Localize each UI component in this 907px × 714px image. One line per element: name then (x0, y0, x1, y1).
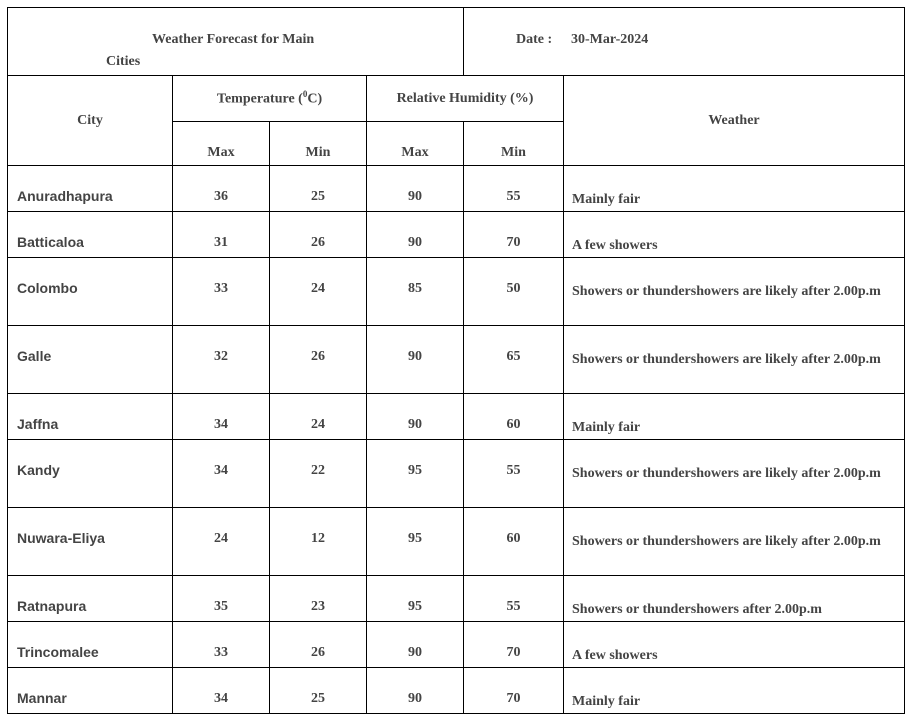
temp-min-value: 24 (270, 258, 367, 326)
forecast-title: Weather Forecast for Main (152, 32, 315, 47)
temp-max-value: 33 (173, 622, 270, 668)
temp-max-value: 24 (173, 508, 270, 576)
temp-max-value: 34 (173, 668, 270, 714)
city-name: Anuradhapura (8, 166, 173, 212)
temp-max-value: 34 (173, 440, 270, 508)
table-row (8, 440, 905, 508)
weather-description: Mainly fair (564, 166, 905, 212)
temp-max-value: 31 (173, 212, 270, 258)
table-row (8, 258, 905, 326)
temperature-header-degree: 0 (302, 89, 308, 100)
weather-description: Showers or thundershowers are likely after 2.00p.m (564, 326, 905, 394)
table-row (8, 508, 905, 576)
temp-max-value: 34 (173, 394, 270, 440)
humidity-max-value: 90 (367, 668, 464, 714)
weather-description: Mainly fair (564, 394, 905, 440)
temp-min-value: 26 (270, 212, 367, 258)
city-name: Jaffna (8, 394, 173, 440)
column-header-row (8, 76, 905, 122)
temp-min-value: 26 (270, 622, 367, 668)
humidity-max-header: Max (367, 122, 464, 166)
humidity-column-header: Relative Humidity (%) (367, 76, 564, 122)
temperature-header-suffix: C) (307, 91, 323, 107)
humidity-max-value: 95 (367, 576, 464, 622)
temperature-column-header (173, 76, 367, 122)
city-name: Colombo (8, 258, 173, 326)
forecast-title-cities: Cities (106, 54, 141, 69)
humidity-max-value: 95 (367, 508, 464, 576)
weather-description: Mainly fair (564, 668, 905, 714)
humidity-min-value: 60 (464, 508, 564, 576)
forecast-title-cell (8, 8, 464, 76)
humidity-max-value: 90 (367, 212, 464, 258)
temp-min-value: 25 (270, 668, 367, 714)
temp-min-value: 24 (270, 394, 367, 440)
humidity-max-value: 85 (367, 258, 464, 326)
temp-min-header: Min (270, 122, 367, 166)
humidity-max-value: 90 (367, 326, 464, 394)
temp-min-value: 25 (270, 166, 367, 212)
temp-min-value: 12 (270, 508, 367, 576)
temp-min-value: 22 (270, 440, 367, 508)
title-row (8, 8, 905, 76)
city-name: Ratnapura (8, 576, 173, 622)
temperature-header-prefix: Temperature ( (216, 91, 303, 107)
temp-max-value: 32 (173, 326, 270, 394)
humidity-min-value: 50 (464, 258, 564, 326)
table-row (8, 576, 905, 622)
humidity-min-value: 70 (464, 622, 564, 668)
city-name: Mannar (8, 668, 173, 714)
city-name: Trincomalee (8, 622, 173, 668)
weather-description: A few showers (564, 622, 905, 668)
table-row (8, 622, 905, 668)
humidity-max-value: 95 (367, 440, 464, 508)
humidity-min-value: 55 (464, 166, 564, 212)
temp-min-value: 23 (270, 576, 367, 622)
city-name: Nuwara-Eliya (8, 508, 173, 576)
temp-max-value: 33 (173, 258, 270, 326)
temp-max-value: 35 (173, 576, 270, 622)
humidity-min-value: 55 (464, 440, 564, 508)
table-row (8, 212, 905, 258)
table-row (8, 668, 905, 714)
temp-min-value: 26 (270, 326, 367, 394)
humidity-max-value: 90 (367, 622, 464, 668)
humidity-min-value: 55 (464, 576, 564, 622)
humidity-max-value: 90 (367, 394, 464, 440)
date-cell (464, 8, 905, 76)
humidity-min-header: Min (464, 122, 564, 166)
city-name: Galle (8, 326, 173, 394)
humidity-min-value: 65 (464, 326, 564, 394)
humidity-max-value: 90 (367, 166, 464, 212)
city-column-header: City (8, 76, 173, 166)
table-row (8, 326, 905, 394)
weather-description: Showers or thundershowers are likely after 2.00p.m (564, 258, 905, 326)
weather-description: Showers or thundershowers are likely after 2.00p.m (564, 508, 905, 576)
temp-max-value: 36 (173, 166, 270, 212)
date-value: 30-Mar-2024 (571, 32, 649, 47)
weather-description: A few showers (564, 212, 905, 258)
temp-max-header: Max (173, 122, 270, 166)
table-row (8, 166, 905, 212)
humidity-min-value: 70 (464, 668, 564, 714)
weather-description: Showers or thundershowers after 2.00p.m (564, 576, 905, 622)
table-row (8, 394, 905, 440)
city-name: Batticaloa (8, 212, 173, 258)
humidity-min-value: 60 (464, 394, 564, 440)
weather-forecast-table (7, 7, 905, 714)
date-label: Date : (516, 32, 553, 47)
weather-column-header: Weather (564, 76, 905, 166)
humidity-min-value: 70 (464, 212, 564, 258)
weather-description: Showers or thundershowers are likely after 2.00p.m (564, 440, 905, 508)
city-name: Kandy (8, 440, 173, 508)
